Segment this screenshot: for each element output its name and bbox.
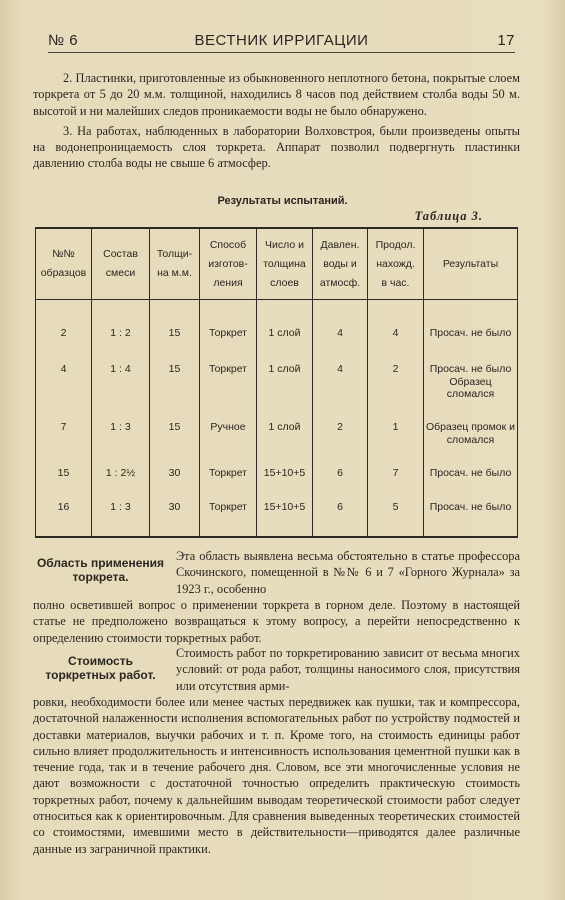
issue-number: № 6 bbox=[48, 32, 79, 49]
section-application-text: полно осветившей вопрос о применении торкрета в горном деле. Поэтому в настоящей статье не предположено возвращаться к этому вопросу, а перейти непосредственно к определению стоимости торкретных работ. bbox=[33, 598, 520, 645]
table-cell: 7 bbox=[36, 416, 92, 462]
section-cost-text: ровки, необходимости более или менее частых передвижек как пушки, так и компрессора, достаточной налаженности исполнения вспомогательных работ по устройству подмостей и доставки материалов, выучки рабочих и т. п. Кроме того, на стоимость единицы работ сильно влияет продолжительность и интенсивность использования цементной пушки как в течение года, так и в течение рабочего дня. Словом, все эти многочисленные условия не дают возможности с достаточной точностью определить практическую стоимость торкретных работ, почему к дальнейшим выводам теоретической стоимости работ следует относиться как к ориентировочным. Для сравнения выведенных теоретических стоимостей со стоимостями, имевшими место в действительности—приводятся далее различные данные из заграничной практики. bbox=[33, 695, 520, 856]
col-layers bbox=[257, 228, 313, 300]
header-label: Число и bbox=[265, 238, 304, 251]
table-header-row bbox=[36, 228, 518, 300]
header-label: Результаты bbox=[442, 257, 499, 270]
table-cell: 5 bbox=[368, 496, 424, 537]
journal-title: ВЕСТНИК ИРРИГАЦИИ bbox=[194, 32, 369, 49]
table-cell: Просач. не было Образец сломался bbox=[424, 358, 518, 416]
table-cell: 1 слой bbox=[257, 416, 313, 462]
table-row bbox=[36, 416, 518, 462]
table-cell: 1 : 3 bbox=[92, 496, 150, 537]
header-label: смеси bbox=[105, 267, 136, 279]
paragraph-3: 3. На работах, наблюденных в лаборатории Волховстроя, были произведены опыты на водонепроницаемость слоя торкрета. Аппарат позволил подвергнуть пластинки давлению столба воды не свыше 6 атмосфер. bbox=[33, 123, 520, 171]
table-cell bbox=[36, 300, 92, 323]
table-cell: 4 bbox=[368, 322, 424, 358]
table-cell: Просач. не было bbox=[424, 462, 518, 496]
intro-paragraphs bbox=[33, 70, 520, 172]
table-number: Таблица 3. bbox=[414, 209, 483, 223]
table-cell: 2 bbox=[368, 358, 424, 416]
header-label: изготов- bbox=[208, 257, 248, 270]
page-number: 17 bbox=[497, 32, 515, 49]
table-cell: 6 bbox=[313, 462, 368, 496]
table-cell bbox=[368, 300, 424, 323]
table-cell: 16 bbox=[36, 496, 92, 537]
table-cell: 4 bbox=[313, 322, 368, 358]
table-cell: 1 слой bbox=[257, 322, 313, 358]
header-label: на м.м. bbox=[157, 267, 192, 279]
table-cell: 2 bbox=[36, 322, 92, 358]
header-label: Продол. bbox=[375, 238, 416, 251]
table-cell bbox=[257, 300, 313, 323]
table-cell: 7 bbox=[368, 462, 424, 496]
table-cell: 1 : 4 bbox=[92, 358, 150, 416]
header-label: Способ bbox=[209, 238, 247, 251]
table-cell: 1 : 2 bbox=[92, 322, 150, 358]
col-results bbox=[424, 228, 518, 300]
table-row bbox=[36, 358, 518, 416]
section-cost-side-text: Стоимость работ по торкретированию зависит от весьма многих условий: от рода работ, толщины наносимого слоя, присутствия или отсутствия арми- bbox=[176, 646, 520, 693]
table-cell: 1 слой bbox=[257, 358, 313, 416]
header-label: Состав bbox=[103, 248, 138, 260]
table-cell: 2 bbox=[313, 416, 368, 462]
col-mix bbox=[92, 228, 150, 300]
header-label: в час. bbox=[381, 276, 410, 289]
col-sample-number bbox=[36, 228, 92, 300]
table-cell: 1 : 3 bbox=[92, 416, 150, 462]
header-label: Давлен. bbox=[320, 238, 360, 251]
table-cell: 6 bbox=[313, 496, 368, 537]
table-cell: 4 bbox=[313, 358, 368, 416]
table-cell: Торкрет bbox=[200, 462, 257, 496]
table-cell: 1 bbox=[368, 416, 424, 462]
section-application-side-text: Эта область выявлена весьма обстоятельно в статье профессора Скочинского, помещенной в №№ 6 и 7 «Горного Журнала» за 1923 г., особенно bbox=[176, 549, 520, 596]
header-label: ления bbox=[213, 276, 243, 289]
table-row bbox=[36, 322, 518, 358]
header-label: образцов bbox=[40, 267, 87, 279]
col-duration bbox=[368, 228, 424, 300]
table-cell: 4 bbox=[36, 358, 92, 416]
table-cell bbox=[92, 300, 150, 323]
table-cell: 1 : 2½ bbox=[92, 462, 150, 496]
header-label: толщина bbox=[263, 257, 306, 270]
header-label: нахожд. bbox=[376, 257, 415, 270]
table-row bbox=[36, 462, 518, 496]
table-cell: 15 bbox=[150, 322, 200, 358]
header-label: атмосф. bbox=[319, 276, 361, 289]
table-cell: Торкрет bbox=[200, 496, 257, 537]
table-cell: Просач. не было bbox=[424, 322, 518, 358]
section-heading-cost: Стоимость торкретных работ. bbox=[45, 654, 156, 682]
table-cell: 30 bbox=[150, 462, 200, 496]
table-cell: 15+10+5 bbox=[257, 462, 313, 496]
col-thickness bbox=[150, 228, 200, 300]
table-cell: 15+10+5 bbox=[257, 496, 313, 537]
running-header bbox=[48, 30, 515, 53]
table-cell: 30 bbox=[150, 496, 200, 537]
table-cell: 15 bbox=[150, 358, 200, 416]
table-cell: Просач. не было bbox=[424, 496, 518, 537]
paragraph-2: 2. Пластинки, приготовленные из обыкновенного неплотного бетона, покрытые слоем торкрета от 5 до 20 м.м. толщиной, находились 8 часов под действием столба воды 50 м. высотой и ни малейших следов проникаемости воды не было обнаружено. bbox=[33, 71, 520, 118]
table-cell bbox=[424, 300, 518, 323]
header-label: слоев bbox=[270, 276, 299, 289]
header-label: Толщи- bbox=[156, 248, 193, 260]
table-cell: Торкрет bbox=[200, 358, 257, 416]
table-cell: 15 bbox=[150, 416, 200, 462]
section-heading-application: Область применения торкрета. bbox=[36, 556, 165, 584]
header-label: воды и bbox=[323, 257, 357, 270]
col-pressure bbox=[313, 228, 368, 300]
results-table bbox=[35, 227, 518, 538]
table-cell: 15 bbox=[36, 462, 92, 496]
table-cell: Торкрет bbox=[200, 322, 257, 358]
header-label: №№ bbox=[52, 248, 75, 260]
table-caption: Результаты испытаний. bbox=[217, 195, 348, 207]
table-cell bbox=[200, 300, 257, 323]
col-method bbox=[200, 228, 257, 300]
table-cell bbox=[313, 300, 368, 323]
table-cell bbox=[150, 300, 200, 323]
table-cell: Ручное bbox=[200, 416, 257, 462]
table-row bbox=[36, 496, 518, 537]
table-cell: Образец промок и сломался bbox=[424, 416, 518, 462]
